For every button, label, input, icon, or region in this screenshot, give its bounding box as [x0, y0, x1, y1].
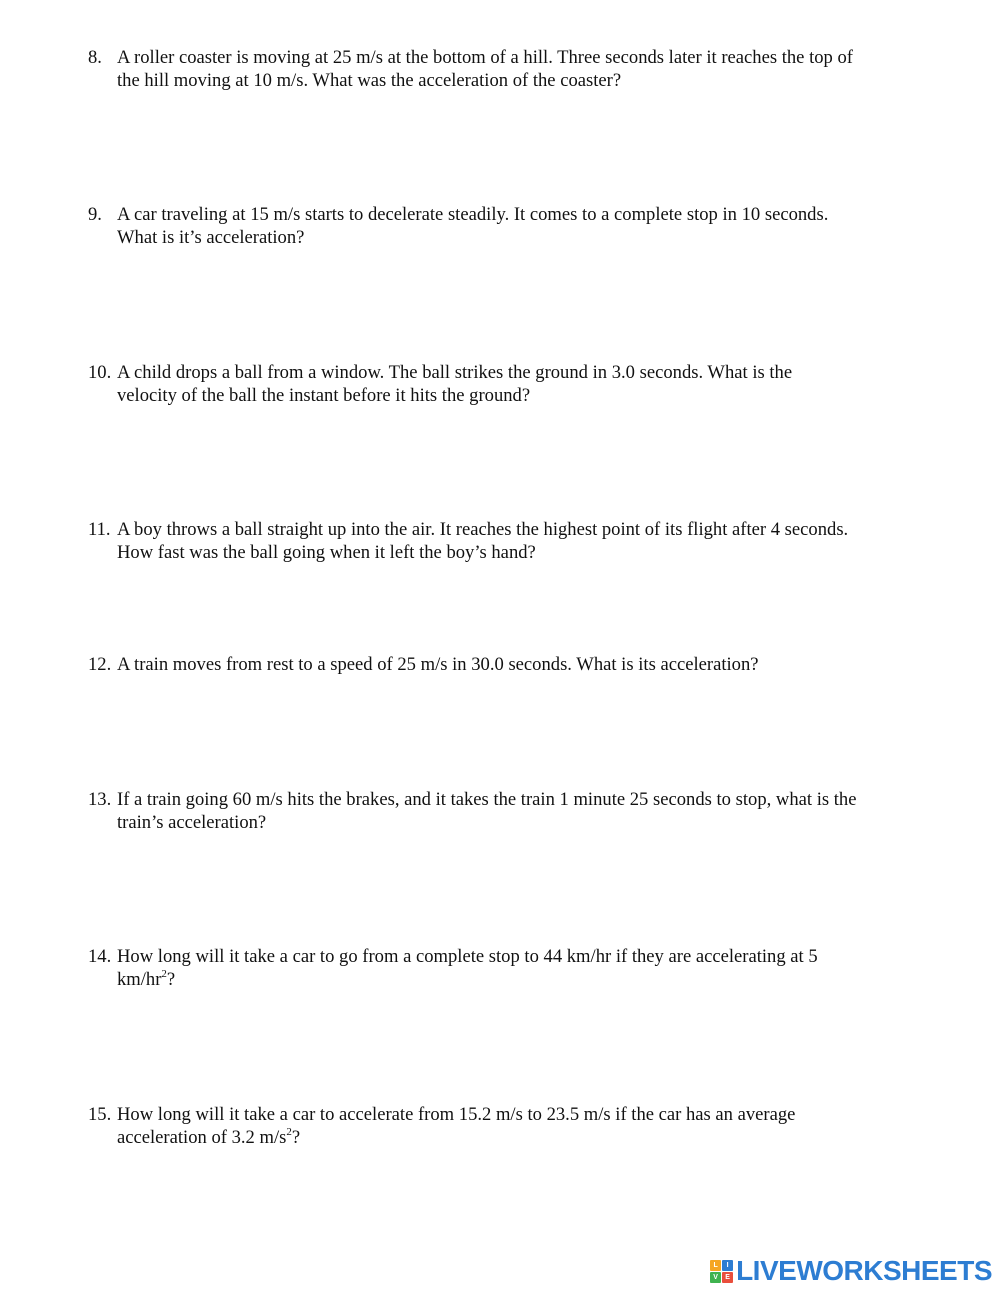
liveworksheets-logo-icon: [710, 1260, 733, 1283]
question-number: 9.: [88, 204, 102, 225]
unit-text: km/hr: [117, 969, 162, 990]
exponent: 2: [286, 1126, 292, 1138]
question-line: How long will it take a car to accelerate from 15.2 m/s to 23.5 m/s if the car has an average: [117, 1104, 796, 1125]
question-line: What is it’s acceleration?: [117, 227, 305, 248]
liveworksheets-brand: [710, 1255, 992, 1286]
question-8: [88, 46, 918, 92]
logo-block-l: L: [710, 1260, 721, 1271]
logo-block-v: V: [710, 1272, 721, 1283]
question-text: [117, 788, 918, 834]
question-number: 10.: [88, 362, 112, 383]
question-line: A car traveling at 15 m/s starts to decelerate steadily. It comes to a complete stop in 10 seconds.: [117, 204, 829, 225]
brand-name: LIVEWORKSHEETS: [736, 1255, 992, 1286]
question-15: [88, 1103, 918, 1149]
question-mark: ?: [166, 969, 176, 990]
unit-text: acceleration of 3.2 m/s: [117, 1127, 287, 1148]
question-text: [117, 46, 918, 92]
question-line: A roller coaster is moving at 25 m/s at the bottom of a hill. Three seconds later it reaches the top of: [117, 47, 853, 68]
question-text: [117, 653, 918, 676]
logo-block-i: I: [722, 1260, 733, 1271]
question-14: [88, 945, 918, 991]
question-9: [88, 203, 918, 249]
question-text: [117, 1103, 918, 1149]
question-number: 12.: [88, 654, 112, 675]
question-line: the hill moving at 10 m/s. What was the acceleration of the coaster?: [117, 70, 622, 91]
question-number: 8.: [88, 47, 102, 68]
exponent: 2: [161, 968, 167, 980]
question-number: 13.: [88, 789, 112, 810]
question-number: 11.: [88, 519, 111, 540]
question-13: [88, 788, 918, 834]
question-text: [117, 361, 918, 407]
question-mark: ?: [291, 1127, 301, 1148]
question-line: If a train going 60 m/s hits the brakes, and it takes the train 1 minute 25 seconds to stop, what is the: [117, 789, 857, 810]
question-line: velocity of the ball the instant before it hits the ground?: [117, 385, 531, 406]
question-10: [88, 361, 918, 407]
question-line: [117, 1126, 918, 1149]
question-text: [117, 945, 918, 991]
question-line: train’s acceleration?: [117, 812, 267, 833]
question-line: A boy throws a ball straight up into the air. It reaches the highest point of its flight after 4 seconds.: [117, 519, 849, 540]
question-11: [88, 518, 918, 564]
question-line: [117, 968, 918, 991]
question-line: A child drops a ball from a window. The ball strikes the ground in 3.0 seconds. What is the: [117, 362, 793, 383]
question-line: How fast was the ball going when it left the boy’s hand?: [117, 542, 536, 563]
question-line: How long will it take a car to go from a complete stop to 44 km/hr if they are accelerating at 5: [117, 946, 818, 967]
question-number: 15.: [88, 1104, 112, 1125]
question-text: [117, 518, 918, 564]
question-line: A train moves from rest to a speed of 25 m/s in 30.0 seconds. What is its acceleration?: [117, 654, 759, 675]
question-text: [117, 203, 918, 249]
question-12: [88, 653, 918, 676]
question-number: 14.: [88, 946, 112, 967]
logo-block-e: E: [722, 1272, 733, 1283]
